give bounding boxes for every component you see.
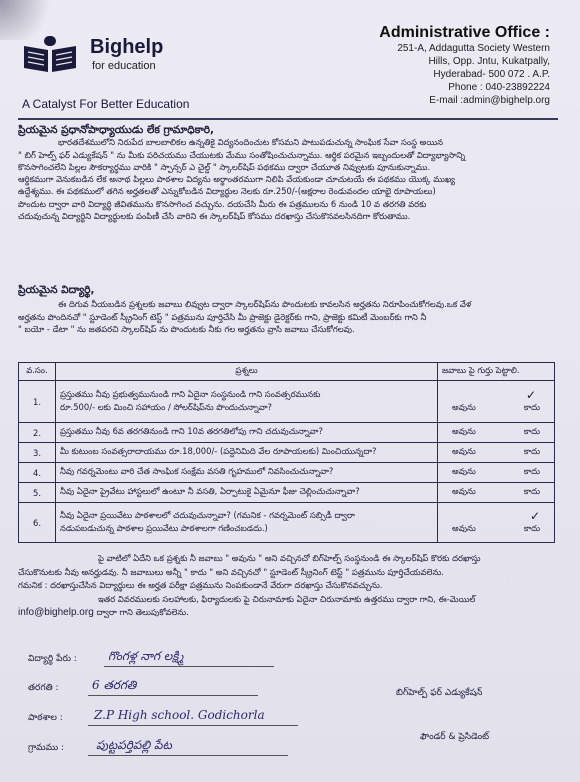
answer-no[interactable]: కాదు — [523, 466, 540, 476]
table-row — [19, 463, 555, 483]
table-row — [19, 483, 555, 503]
office-line: Hills, Opp. Jntu, Kukatpally, — [428, 56, 550, 67]
answer-no[interactable]: కాదు — [523, 426, 540, 436]
para-line: చదువుచున్న విద్యార్థిని విద్యార్థులకు పంపిణీ చేసి వారిని ఈ స్కాలర్‌షిప్ కోసము దరఖాస్తు చేసుకొనవలసినదిగా కోరుతాము. — [18, 211, 411, 222]
field-label-class: తరగతి : — [28, 683, 59, 693]
question-line: నీవు ఏదైనా ప్రయివేటు పాఠశాలలో చదువుచున్నావా? (గమనిక - గవర్నమెంట్ సబ్సిడీ ద్వారా — [60, 509, 355, 520]
field-school[interactable]: Z.P High school. Godichorla — [94, 708, 265, 722]
col-header-answer: జవాబు పై గుర్తు పెట్టాలి. — [438, 363, 555, 381]
field-label-school: పాఠశాల : — [28, 713, 63, 723]
answer-no[interactable]: కాదు — [523, 446, 540, 456]
field-student-name[interactable]: గొంగళ్ల నాగ లక్ష్మి — [108, 649, 184, 663]
field-class[interactable]: 6 తరగతి — [92, 678, 137, 692]
brand-name: Bighelp — [90, 36, 164, 58]
brand-tagline: A Catalyst For Better Education — [22, 97, 190, 111]
office-address — [379, 24, 550, 107]
office-title: Administrative Office : — [379, 24, 550, 41]
field-underline — [88, 695, 258, 696]
answer-yes[interactable]: అవును — [452, 446, 476, 456]
answer-cell[interactable] — [438, 381, 555, 423]
para-line: పై వాటిలో ఏదేని ఒక ప్రశ్నకు నీ జవాబు " అవును " అని వచ్చినచో బిగ్‌హెల్ప్ సంస్థనుండి ఈ స్కాలర్‌షిప్ కొరకు దరఖాస్తు — [98, 553, 481, 563]
question-line: రూ.500/- లకు మించి సహాయం / సోలర్‌షిప్‌ను పొందుచున్నావా? — [60, 401, 272, 412]
row-number: 3. — [19, 443, 56, 463]
signature-org: బిగ్‌హెల్ప్ ఫర్ ఎడ్యుకేషన్ — [396, 688, 483, 698]
answer-no[interactable]: కాదు — [523, 402, 540, 412]
col-header-number: వ.సం. — [19, 363, 56, 381]
para-line: పొందుట ద్వారా వారి విద్యార్థి జీవితమును కొనసాగించ వచ్చును. దయచేసి మీరు ఈ పత్రములను 6 నుండి 10 వ తరగతి వరకు — [18, 198, 427, 209]
row-question: మీ కుటుంబ సంవత్సరాదాయము రూ.18,000/- (పద్దెనిమిది వేల రూపాయలకు) మించియున్నదా? — [56, 443, 438, 463]
col-header-questions: ప్రశ్నలు — [56, 363, 438, 381]
question-line: నడుపబడుచున్న పాఠశాల ప్రయివేటు పాఠశాలగా గణించబడదు.) — [60, 522, 268, 533]
office-phone: Phone : 040-23892224 — [448, 82, 550, 93]
student-heading: ప్రియమైన విద్యార్థి, — [18, 284, 95, 296]
para-line: ఉద్దేశ్యము. ఈ పథకములో తగిన అర్హతలతో ఎన్నుకోబడిన విద్యార్థుల నెలకు రూ.250/-(అక్షరాల రెండువందల యాభై రూపాయలు) — [18, 186, 436, 197]
office-line: 251-A, Addagutta Society Western — [397, 43, 550, 54]
field-underline — [88, 755, 288, 756]
answer-cell[interactable] — [438, 503, 555, 543]
table-row — [19, 443, 555, 463]
tick-mark-icon: ✓ — [529, 509, 540, 523]
student-section — [18, 284, 558, 335]
answer-yes[interactable]: అవును — [452, 466, 476, 476]
table-row — [19, 423, 555, 443]
row-question — [56, 503, 438, 543]
para-line: చేసుకొనుటకు నీవు అనర్హుడవు. నీ జవాబులు అన్నీ " కాదు " అని వచ్చినచో " స్టూడెంట్ స్క్రీనింగ్ టెస్ట్ " పత్రమును పూర్తిచేయవలెను. — [18, 566, 444, 577]
salutation: ప్రియమైన ప్రధానోపాధ్యాయుడు లేక గ్రామాధికారి, — [18, 124, 215, 136]
row-number: 2. — [19, 423, 56, 443]
para-line: " బయో - డేటా " ను జతపరచి స్కాలర్‌షిప్ ను పొందుటకు నీకు గల అర్హతను వ్రాసి జవాబు చేసుకోగలవు. — [18, 323, 355, 334]
answer-cell[interactable] — [438, 423, 555, 443]
header-divider — [18, 118, 558, 120]
answer-yes[interactable]: అవును — [452, 402, 476, 412]
row-question: నీవు గవర్నమెంటు వారి చేత సాంఘిక సంక్షేమ వసతి గృహములో నివసించుచున్నావా? — [56, 463, 438, 483]
answer-yes[interactable]: అవును — [452, 426, 476, 436]
letter-intro — [18, 124, 558, 222]
para-line: భారతదేశములోని నిరుపేద బాలబాలికల ఉన్నతికై విద్యనందించుట కోసమని పాటుపడుచున్న సాంఘిక సేవా సంస్థ అయిన — [58, 137, 444, 148]
para-line: ఇతర వివరములకు సలహాలకు, ఫిర్యాదులకు పై చిరునామాకు ఏదైనా చిరునామాకు ఉత్తరము ద్వారా గాని, ఈ-మెయిల్ — [98, 593, 476, 604]
instructions-block — [18, 552, 558, 620]
para-line: కొనసాగించలేని పిల్లల సౌకర్యార్థము వారికి " స్పాన్సర్ ఎ చైల్డ్ " స్కాలర్‌షిప్ పథకము ద్వారా చేయూత నివ్వుటకు పూనుకున్నాము. — [18, 161, 431, 172]
office-line: Hyderabad- 500 072 . A.P. — [433, 69, 550, 80]
field-label-village: గ్రామము : — [28, 743, 65, 753]
answer-cell[interactable] — [438, 483, 555, 503]
para-line: అర్హతను పొందినచో " స్టూడెంట్ స్క్రీనింగ్ టెస్ట్ " పత్రమును పూర్తిచేసి మీ ప్రాజెక్టు డైరెక్టర్‌కు గాని, ప్రాజెక్టు కమిటీ మెంబర్‌కు గాని నీ — [18, 311, 427, 322]
answer-cell[interactable] — [438, 443, 555, 463]
row-question: నీవు ఏదైనా ప్రైవేటు హాస్టలులో ఉంటూ నీ వసతి, ఏర్పాటుకై ఏమైనూ ఫీజు చెల్లించుచున్నావా? — [56, 483, 438, 503]
field-underline — [88, 725, 298, 726]
question-line: ప్రస్తుతము నీవు ప్రభుత్వమునుండి గాని ఏదైనా సంస్థనుండి గాని సంవత్సరమునకు — [60, 388, 321, 399]
row-number: 4. — [19, 463, 56, 483]
brand-subtitle: for education — [92, 60, 156, 72]
book-logo-icon — [22, 34, 78, 74]
row-question — [56, 381, 438, 423]
answer-no[interactable]: కాదు — [523, 486, 540, 496]
email-line-rest: ద్వారా గాని తెలుపుకోవలెను. — [96, 607, 189, 617]
office-email: E-mail :admin@bighelp.org — [429, 95, 550, 106]
field-label-student-name: విద్యార్థి పేరు : — [28, 654, 77, 664]
eligibility-table — [18, 362, 555, 543]
para-line: ఆర్థికముగా వెనుకబడిన లేక అనాథ పిల్లలు పాఠశాల విద్యను అర్థాంతరముగా నిలిపి వేయకుండా చూచుటయే ఈ పథకము యొక్క ముఖ్య — [18, 174, 456, 185]
answer-yes[interactable]: అవును — [452, 486, 476, 496]
signature-role: ఫౌండర్ & ప్రెసిడెంట్ — [420, 732, 490, 742]
row-number: 5. — [19, 483, 56, 503]
answer-no[interactable]: కాదు — [523, 523, 540, 533]
table-row — [19, 381, 555, 423]
row-number: 1. — [19, 381, 56, 423]
para-line: ఈ దిగువ నీయబడిన ప్రశ్నలకు జవాబు లివ్వుట ద్వారా స్కాలర్‌షిప్‌ను పొందుటకు కావలసిన అర్హతను నిరూపించుకోగలవు.ఒక వేళ — [58, 299, 472, 310]
row-number: 6. — [19, 503, 56, 543]
para-line: " బిగ్ హెల్ప్ ఫర్ ఎడ్యుకేషన్ " ను మీకు పరిచయము చేయుటకు మేము సంతోషించుచున్నాము. ఆర్థిక పరమైన ఇబ్బందులతో విద్యాభ్యాసాన్ని — [18, 149, 466, 160]
tick-mark-icon: ✓ — [525, 388, 536, 402]
table-header-row — [19, 363, 555, 381]
answer-yes[interactable]: అవును — [452, 523, 476, 533]
para-line: గమనిక : దరఖాస్తుచేసిన విద్యార్థులు ఈ అర్హత పరీక్షా పత్రమును నింపకుండానే వేరుగా దరఖాస్తు చేసుకొనవచ్చును. — [18, 580, 383, 590]
answer-cell[interactable] — [438, 463, 555, 483]
table-row — [19, 503, 555, 543]
field-village[interactable]: పుట్టపర్తిపల్లి పేట — [96, 738, 172, 752]
contact-email[interactable]: info@bighelp.org — [18, 607, 94, 618]
row-question: ప్రస్తుతము నీవు 6వ తరగతినుండి గాని 10వ తరగతిలోపు గాని చదువుచున్నావా? — [56, 423, 438, 443]
field-underline — [104, 666, 274, 667]
